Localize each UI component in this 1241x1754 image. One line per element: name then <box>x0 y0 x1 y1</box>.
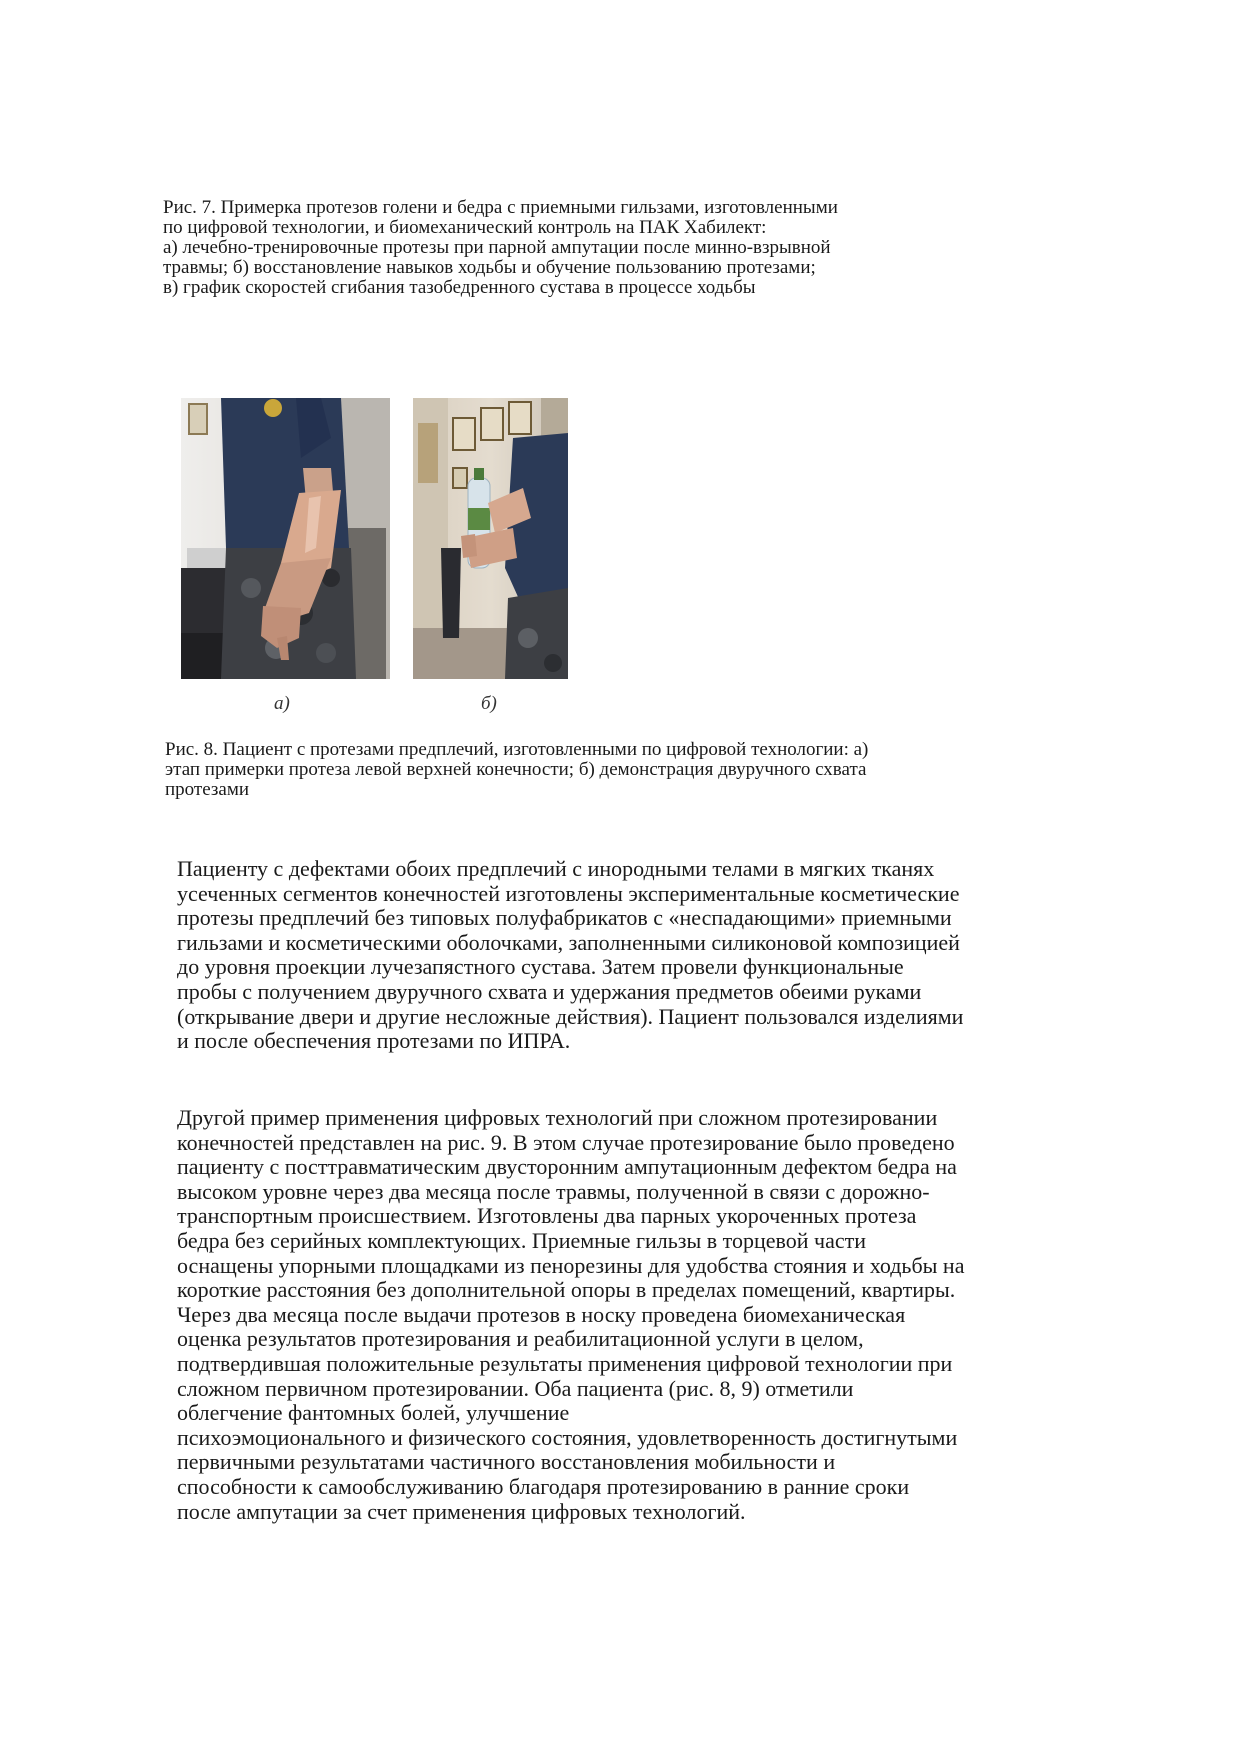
paragraph-line: Через два месяца после выдачи протезов в носку проведена биомеханическая <box>177 1301 906 1327</box>
paragraph-line: усеченных сегментов конечностей изготовлены экспериментальные косметические <box>177 880 960 906</box>
paragraph-line: психоэмоционального и физического состояния, удовлетворенность достигнутыми <box>177 1424 958 1450</box>
caption-line: Рис. 7. Примерка протезов голени и бедра с приемными гильзами, изготовленными <box>163 197 838 218</box>
caption-line: в) график скоростей сгибания тазобедренного сустава в процессе ходьбы <box>163 277 756 298</box>
caption-line: протезами <box>165 779 250 800</box>
body-paragraph-2 <box>177 1106 1077 1524</box>
caption-line: Рис. 8. Пациент с протезами предплечий, изготовленными по цифровой технологии: а) <box>165 739 869 760</box>
paragraph-line: Другой пример применения цифровых технологий при сложном протезировании <box>177 1105 938 1130</box>
paragraph-line: пробы с получением двуручного схвата и удержания предметов обеими руками <box>177 978 922 1004</box>
paragraph-line: оценка результатов протезирования и реабилитационной услуги в целом, <box>177 1326 864 1352</box>
paragraph-line: сложном первичном протезировании. Оба пациента (рис. 8, 9) отметили <box>177 1375 854 1401</box>
paragraph-line: пациенту с посттравматическим двусторонним ампутационным дефектом бедра на <box>177 1154 957 1180</box>
paragraph-line: способности к самообслуживанию благодаря протезированию в ранние сроки <box>177 1473 910 1499</box>
paragraph-line: оснащены упорными площадками из пенорезины для удобства стояния и ходьбы на <box>177 1252 965 1278</box>
paragraph-line: короткие расстояния без дополнительной опоры в пределах помещений, квартиры. <box>177 1277 956 1303</box>
photo-forearm-prosthesis-fitting <box>181 398 390 679</box>
caption-line: по цифровой технологии, и биомеханический контроль на ПАК Хабилект: <box>163 217 767 238</box>
caption-line: травмы; б) восстановление навыков ходьбы и обучение пользованию протезами; <box>163 257 816 278</box>
subfigure-label-b: б) <box>481 693 497 714</box>
photo-two-handed-grip <box>413 398 568 679</box>
figure-8-caption <box>165 740 1065 800</box>
body-paragraph-1 <box>177 857 1077 1054</box>
paragraph-line: (открывание двери и другие несложные действия). Пациент пользовался изделиями <box>177 1003 964 1029</box>
paragraph-line: облегчение фантомных болей, улучшение <box>177 1400 570 1426</box>
paragraph-line: до уровня проекции лучезапястного сустава. Затем провели функциональные <box>177 954 904 980</box>
photo-b-illustration <box>413 398 568 679</box>
paragraph-line: бедра без серийных комплектующих. Приемные гильзы в торцевой части <box>177 1227 867 1253</box>
paragraph-line: протезы предплечий без типовых полуфабрикатов с «неспадающими» приемными <box>177 905 952 931</box>
paragraph-line: высоком уровне через два месяца после травмы, полученной в связи с дорожно- <box>177 1178 930 1204</box>
subfigure-label-a: а) <box>274 693 290 714</box>
paragraph-line: первичными результатами частичного восстановления мобильности и <box>177 1449 836 1475</box>
caption-line: а) лечебно-тренировочные протезы при парной ампутации после минно-взрывной <box>163 237 831 258</box>
paragraph-line: гильзами и косметическими оболочками, заполненными силиконовой композицией <box>177 929 960 955</box>
paragraph-line: подтвердившая положительные результаты применения цифровой технологии при <box>177 1350 953 1376</box>
paragraph-line: Пациенту с дефектами обоих предплечий с инородными телами в мягких тканях <box>177 856 935 881</box>
paragraph-line: после ампутации за счет применения цифровых технологий. <box>177 1498 746 1524</box>
photo-a-illustration <box>181 398 390 679</box>
paragraph-line: и после обеспечения протезами по ИПРА. <box>177 1028 571 1054</box>
paragraph-line: транспортным происшествием. Изготовлены два парных укороченных протеза <box>177 1203 917 1229</box>
caption-line: этап примерки протеза левой верхней конечности; б) демонстрация двуручного схвата <box>165 759 867 780</box>
figure-7-caption <box>163 198 1063 298</box>
paragraph-line: конечностей представлен на рис. 9. В этом случае протезирование было проведено <box>177 1129 955 1155</box>
